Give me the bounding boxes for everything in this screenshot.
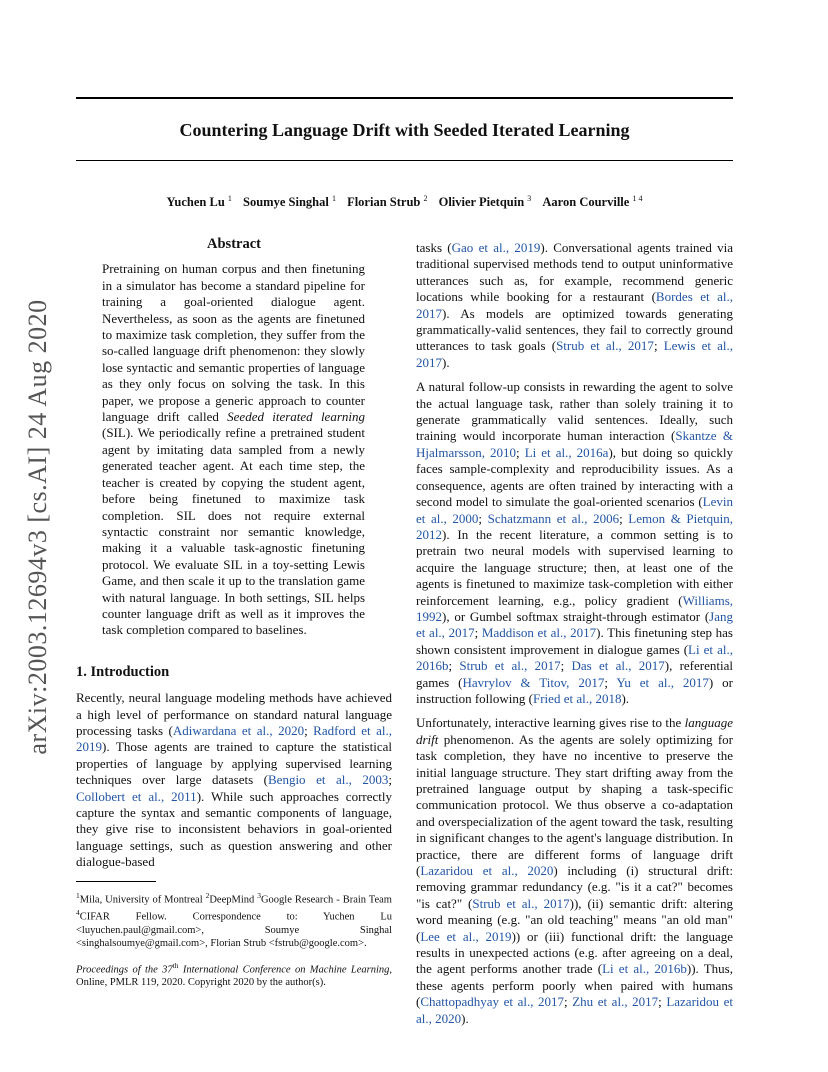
abstract-method-name: Seeded iterated learning [227, 409, 365, 425]
author [439, 195, 532, 209]
citation-link[interactable]: Adiwardana et al., 2020 [172, 722, 305, 738]
author-name: Yuchen Lu [166, 195, 225, 210]
proceedings-note: Proceedings of the 37th International Conference on Machine Learning, Online, PMLR 119, 2020. Copyright 2020 by the author(s). [76, 960, 392, 989]
author-name: Aaron Courville [542, 195, 630, 210]
citation-link[interactable]: Bordes et al., 2017 [416, 289, 734, 321]
intro-paragraph-3: A natural follow-up consists in rewarding the agent to solve the actual language task, rather than solely training it to generate grammatically valid sentences. Ideally, such training would incorporate human interaction (Skantze & Hjalmarsson, 2010; Li et al., 2016a), but doing so quickly faces sample-complexity and reproducibility issues. As a consequence, agents are often trained by interacting with a second model to simulate the goal-oriented scenarios (Levin et al., 2000; Schatzmann et al., 2006; Lemon & Pietquin, 2012). In the recent literature, a common setting is to pretrain two neural models with supervised learning to acquire the language structure; then, at least one of the agents is finetuned to maximize task-completion with either reinforcement learning, e.g., policy gradient (Williams, 1992), or Gumbel softmax straight-through estimator (Jang et al., 2017; Maddison et al., 2017). This finetuning step has shown consistent improvement in dialogue games (Li et al., 2016b; Strub et al., 2017; Das et al., 2017), referential games (Havrylov & Titov, 2017; Yu et al., 2017) or instruction following (Fried et al., 2018). [416, 379, 733, 706]
title-bottom-rule [76, 160, 733, 161]
author-affiliation: 1 [227, 194, 232, 203]
author-affiliation: 1 4 [632, 194, 643, 203]
citation-link[interactable]: Maddison et al., 2017 [481, 625, 597, 641]
author-affiliation: 3 [527, 194, 532, 203]
left-column [76, 236, 392, 989]
abstract-body [102, 261, 365, 638]
abstract-text: (SIL). We periodically refine a pretrained student agent by imitating data sampled from a newly generated teacher agent. At each time step, the teacher is created by copying the student agent, before being finetuned to maximize task completion. SIL does not require external syntactic constraint nor semantic knowledge, making it a valuable task-agnostic finetuning protocol. We evaluate SIL in a toy-setting Lewis Game, and then scale it up to the translation game with natural language. In both settings, SIL helps counter language drift as well as it improves the task completion compared to baselines. [102, 425, 365, 638]
citation-link[interactable]: Lazaridou et al., 2020 [416, 994, 733, 1026]
citation-link[interactable]: Skantze & Hjalmarsson, 2010 [416, 428, 733, 460]
author-list [76, 190, 733, 211]
arxiv-identifier: arXiv:2003.12694v3 [cs.AI] 24 Aug 2020 [23, 299, 52, 755]
citation-link[interactable]: Strub et al., 2017 [556, 338, 654, 354]
author-name: Florian Strub [347, 195, 421, 210]
author [243, 195, 336, 209]
citation-link[interactable]: Li et al., 2016a [524, 444, 609, 460]
citation-link[interactable]: Das et al., 2017 [571, 658, 665, 674]
citation-link[interactable]: Yu et al., 2017 [616, 674, 709, 690]
citation-link[interactable]: Gao et al., 2019 [451, 240, 541, 255]
footnote-rule [76, 881, 156, 882]
right-column [416, 240, 733, 1027]
citation-link[interactable]: Li et al., 2016b [416, 641, 733, 674]
citation-link[interactable]: Radford et al., 2019 [76, 722, 392, 755]
citation-link[interactable]: Lewis et al., 2017 [416, 338, 733, 370]
citation-link[interactable]: Levin et al., 2000 [416, 494, 733, 526]
citation-link[interactable]: Jang et al., 2017 [416, 608, 733, 641]
affiliation-footnote: $^1$Mila, University of Montreal $^2$DeepMind $^3$Google Research - Brain Team $^4$CIFAR Fellow. Correspondence to: Yuchen Lu <luyuchen.paul@gmail.com>, Soumye Singhal <singhalsoumye@gmail.com>, Florian Strub <fstrub@google.com>. [76, 890, 392, 949]
citation-link[interactable]: Bengio et al., 2003 [268, 772, 389, 788]
citation-link[interactable]: Lazaridou et al., 2020 [420, 863, 554, 879]
author-name: Soumye Singhal [243, 195, 329, 210]
citation-link[interactable]: Lee et al., 2019 [420, 928, 512, 944]
paper-title: Countering Language Drift with Seeded Iterated Learning [179, 120, 630, 140]
author-affiliation: 2 [423, 194, 428, 203]
author [542, 195, 642, 209]
author-name: Olivier Pietquin [438, 195, 525, 210]
author [167, 195, 232, 209]
citation-link[interactable]: Fried et al., 2018 [533, 690, 622, 706]
abstract-heading: Abstract [207, 236, 261, 252]
author-affiliation: 1 [331, 194, 336, 203]
citation-link[interactable]: Li et al., 2016b [602, 961, 687, 977]
citation-link[interactable]: Schatzmann et al., 2006 [487, 510, 620, 526]
citation-link[interactable]: Strub et al., 2017 [459, 658, 561, 674]
citation-link[interactable]: Havrylov & Titov, 2017 [462, 674, 605, 690]
citation-link[interactable]: Chattopadhyay et al., 2017 [420, 994, 565, 1010]
citation-link[interactable]: Collobert et al., 2011 [76, 788, 197, 804]
citation-link[interactable]: Strub et al., 2017 [472, 895, 570, 911]
citation-link[interactable]: Williams, 1992 [416, 592, 733, 624]
citation-link[interactable]: Lemon & Pietquin, 2012 [416, 510, 733, 542]
intro-paragraph-2: tasks (Gao et al., 2019). Conversational agents trained via traditional supervised methods tend to output uninformative utterances such as, for example, recommend generic locations while booking for a restaurant (Bordes et al., 2017). As models are optimized towards generating grammatically-valid sentences, they fail to correctly ground utterances to task goals (Strub et al., 2017; Lewis et al., 2017). [416, 240, 734, 370]
top-rule [76, 97, 733, 99]
abstract-text: Pretraining on human corpus and then finetuning in a simulator has become a standard pipeline for training a goal-oriented dialogue agent. Nevertheless, as soon as the agents are finetuned to maximize task completion, they suffer from the so-called language drift phenomenon: they slowly lose syntactic and semantic properties of language as they only focus on solving the task. In this paper, we propose a generic approach to counter language drift called [102, 261, 365, 425]
citation-link[interactable]: Zhu et al., 2017 [572, 994, 659, 1010]
section-heading: 1. Introduction [76, 663, 170, 680]
author [347, 195, 427, 209]
intro-paragraph-1: Recently, neural language modeling methods have achieved a high level of performance on standard natural language processing tasks (Adiwardana et al., 2020; Radford et al., 2019). Those agents are trained to capture the statistical properties of language by applying supervised learning techniques over large datasets (Bengio et al., 2003; Collobert et al., 2011). While such approaches correctly capture the syntax and semantic components of language, they give rise to inconsistent behaviors in goal-oriented language settings, such as question answering and other dialogue-based [76, 690, 392, 870]
intro-paragraph-4: Unfortunately, interactive learning gives rise to the language drift phenomenon. As the agents are solely optimizing for task completion, they have no incentive to preserve the initial language structure. They start drifting away from the pretrained language output by shaping a task-specific communication protocol. We thus observe a co-adaptation and overspecialization of the agent toward the task, resulting in significant changes to the agent's language distribution. In practice, there are different forms of language drift (Lazaridou et al., 2020) including (i) structural drift: removing grammar redundancy (e.g. "is it a cat?" becomes "is cat?" (Strub et al., 2017)), (ii) semantic drift: altering word meaning (e.g. "an old teaching" means "an old man" (Lee et al., 2019)) or (iii) functional drift: the language results in unexpected actions (e.g. after agreeing on a deal, the agent performs another trade (Li et al., 2016b)). Thus, these agents perform poorly when paired with humans (Chattopadhyay et al., 2017; Zhu et al., 2017; Lazaridou et al., 2020). [416, 715, 733, 1026]
